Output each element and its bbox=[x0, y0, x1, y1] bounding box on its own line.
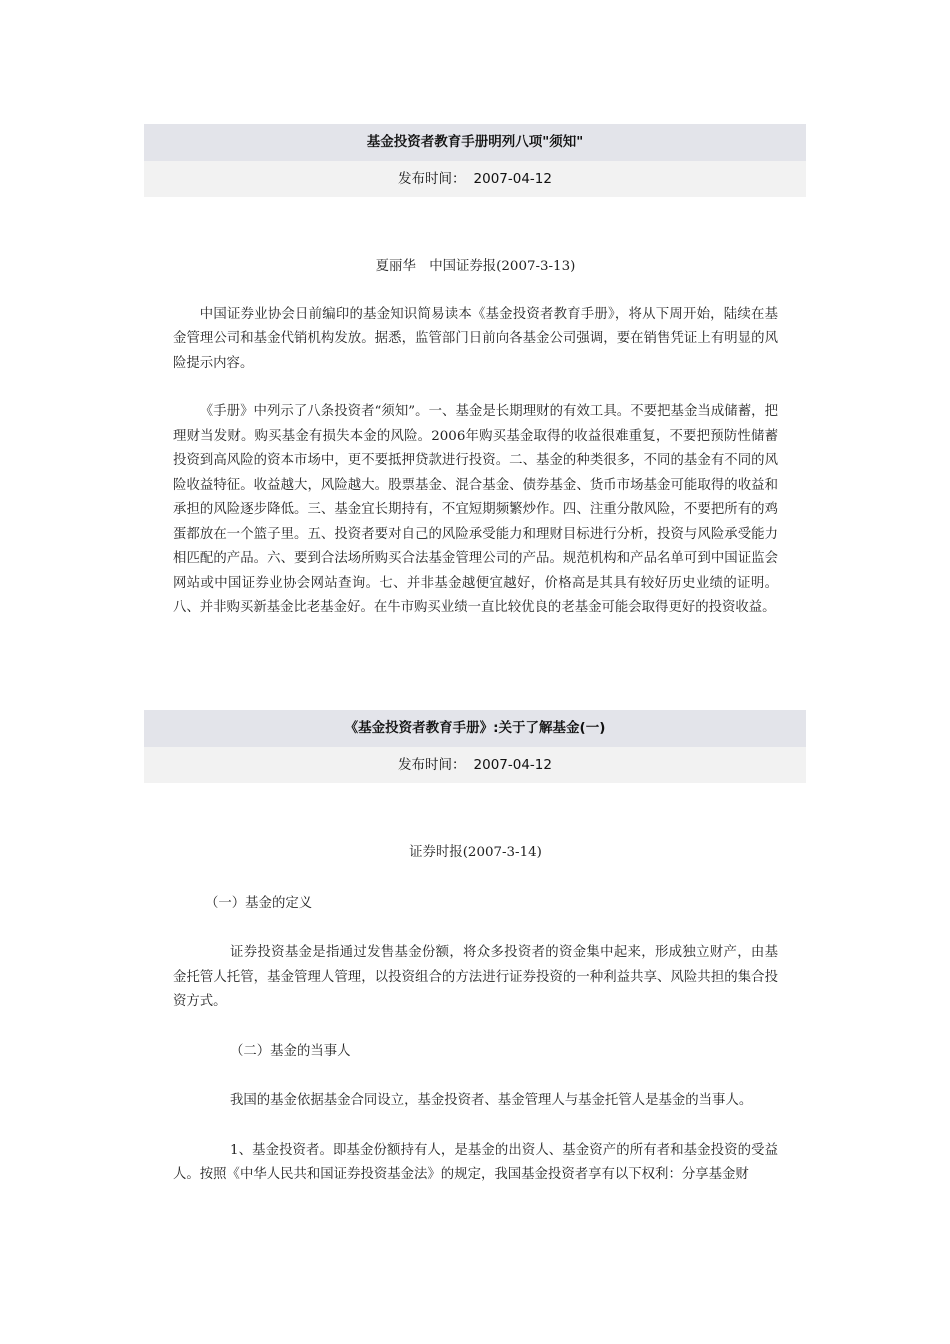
article-1-paragraph-1: 中国证券业协会日前编印的基金知识简易读本《基金投资者教育手册》，将从下周开始，陆续在基金管理公司和基金代销机构发放。据悉，监管部门日前向各基金公司强调，要在销售凭证上有明显的风险提示内容。 bbox=[173, 306, 778, 371]
article-1-byline: 夏丽华 中国证券报(2007-3-13) bbox=[375, 259, 576, 274]
article-1 bbox=[144, 124, 806, 621]
article-2-byline: 证券时报(2007-3-14) bbox=[409, 845, 542, 860]
article-1-title: 基金投资者教育手册明列八项"须知" bbox=[144, 124, 806, 161]
section-1-heading: （一）基金的定义 bbox=[205, 895, 313, 911]
article-1-date-bar bbox=[144, 161, 806, 197]
section-2-text: 我国的基金依据基金合同设立，基金投资者、基金管理人与基金托管人是基金的当事人。 bbox=[230, 1093, 753, 1108]
article-2-title: 《基金投资者教育手册》:关于了解基金(一) bbox=[144, 710, 806, 747]
article-1-body bbox=[144, 255, 806, 621]
article-2-date-label: 发布时间： bbox=[398, 757, 466, 773]
article-2-date-bar bbox=[144, 747, 806, 783]
article-2 bbox=[144, 710, 806, 1188]
section-2-heading: （二）基金的当事人 bbox=[230, 1043, 351, 1059]
section-2-item-1: 1、基金投资者。即基金份额持有人，是基金的出资人、基金资产的所有者和基金投资的受益人。按照《中华人民共和国证券投资基金法》的规定，我国基金投资者享有以下权利：分享基金财 bbox=[173, 1142, 778, 1182]
article-1-date-label: 发布时间： bbox=[398, 171, 466, 187]
article-2-date-value: 2007-04-12 bbox=[473, 757, 552, 773]
section-1-text: 证券投资基金是指通过发售基金份额，将众多投资者的资金集中起来，形成独立财产，由基金托管人托管，基金管理人管理，以投资组合的方法进行证券投资的一种利益共享、风险共担的集合投资方式。 bbox=[173, 945, 778, 1009]
article-1-paragraph-2: 《手册》中列示了八条投资者“须知”。一、基金是长期理财的有效工具。不要把基金当成储蓄，把理财当发财。购买基金有损失本金的风险。2006年购买基金取得的收益很难重复，不要把预防性储蓄投资到高风险的资本市场中，更不要抵押贷款进行投资。二、基金的种类很多，不同的基金有不同的风险收益特征。收益越大，风险越大。股票基金、混合基金、债券基金、货币市场基金可能取得的收益和承担的风险逐步降低。三、基金宜长期持有，不宜短期频繁炒作。四、注重分散风险，不要把所有的鸡蛋都放在一个篮子里。五、投资者要对自己的风险承受能力和理财目标进行分析，投资与风险承受能力相匹配的产品。六、要到合法场所购买合法基金管理公司的产品。规范机构和产品名单可到中国证监会网站或中国证券业协会网站查询。七、并非基金越便宜越好，价格高是其具有较好历史业绩的证明。八、并非购买新基金比老基金好。在牛市购买业绩一直比较优良的老基金可能会取得更好的投资收益。 bbox=[173, 404, 778, 615]
article-2-body bbox=[144, 841, 806, 1188]
article-1-date-value: 2007-04-12 bbox=[473, 171, 552, 187]
